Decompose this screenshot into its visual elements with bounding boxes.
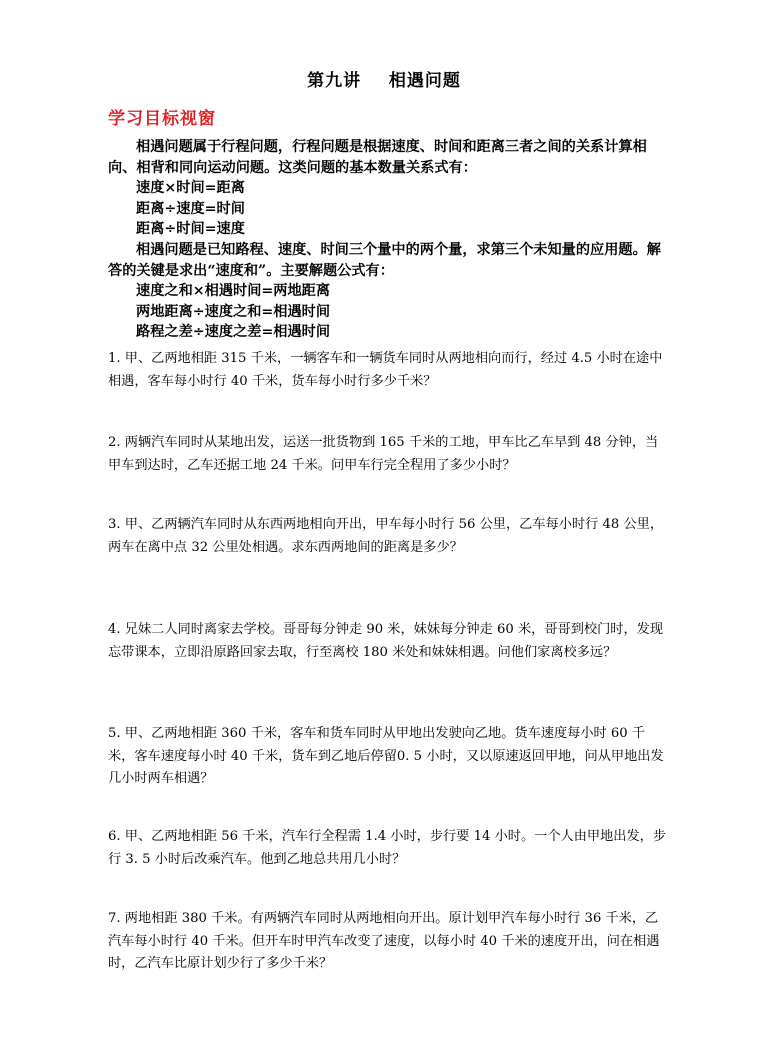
problem-6: 6. 甲、乙两地相距 56 千米，汽车行全程需 1.4 小时，步行要 14 小时。一个人由甲地出发，步行 3. 5 小时后改乘汽车。他到乙地总共用几小时？ (108, 829, 667, 867)
formula-meeting-distance: 速度之和×相遇时间=两地距离 (136, 283, 331, 300)
problem-5: 5. 甲、乙两地相距 360 千米，客车和货车同时从甲地出发驶向乙地。货车速度每小时 60 千米，客车速度每小时 40 千米，货车到乙地后停留0. 5 小时，又以原速返回甲地，问从甲地出发几小时两车相遇？ (108, 726, 664, 786)
intro-paragraph-2: 相遇问题是已知路程、速度、时间三个量中的两个量，求第三个未知量的应用题。解答的关键是求出“速度和”。主要解题公式有： (108, 241, 661, 279)
problem-2: 2. 两辆汽车同时从某地出发，运送一批货物到 165 千米的工地，甲车比乙车早到 48 分钟，当甲车到达时，乙车还据工地 24 千米。问甲车行完全程用了多少小时？ (108, 435, 659, 473)
formula-time: 距离÷速度=时间 (136, 200, 245, 217)
section-heading: 学习目标视窗 (108, 109, 216, 129)
intro-paragraph-1: 相遇问题属于行程问题，行程问题是根据速度、时间和距离三者之间的关系计算相向、相背和同向运动问题。这类问题的基本数量关系式有： (108, 139, 647, 176)
problem-4: 4. 兄妹二人同时离家去学校。哥哥每分钟走 90 米，妹妹每分钟走 60 米，哥哥到校门时，发现忘带课本，立即沿原路回家去取，行至离校 180 米处和妹妹相遇。问他们家离校多远？ (108, 622, 664, 660)
formula-speed: 距离÷时间=速度 (136, 221, 245, 238)
intro-block (108, 137, 668, 343)
formula-meeting-time: 两地距离÷速度之和=相遇时间 (136, 303, 331, 320)
problem-3: 3. 甲、乙两辆汽车同时从东西两地相向开出，甲车每小时行 56 公里，乙车每小时行 48 公里，两车在离中点 32 公里处相遇。求东西两地间的距离是多少？ (108, 517, 664, 555)
page-title: 第九讲 相遇问题 (307, 71, 461, 91)
formula-catchup-time: 路程之差÷速度之差=相遇时间 (136, 324, 331, 341)
problem-7: 7. 两地相距 380 千米。有两辆汽车同时从两地相向开出。原计划甲汽车每小时行 36 千米，乙汽车每小时行 40 千米。但开车时甲汽车改变了速度，以每小时 40 千米的速度开出，问在相遇时，乙汽车比原计划少行了多少千米？ (108, 911, 660, 971)
formula-distance: 速度×时间=距离 (136, 180, 245, 197)
problem-1: 1. 甲、乙两地相距 315 千米，一辆客车和一辆货车同时从两地相向而行，经过 4.5 小时在途中相遇，客车每小时行 40 千米，货车每小时行多少千米？ (108, 351, 663, 389)
